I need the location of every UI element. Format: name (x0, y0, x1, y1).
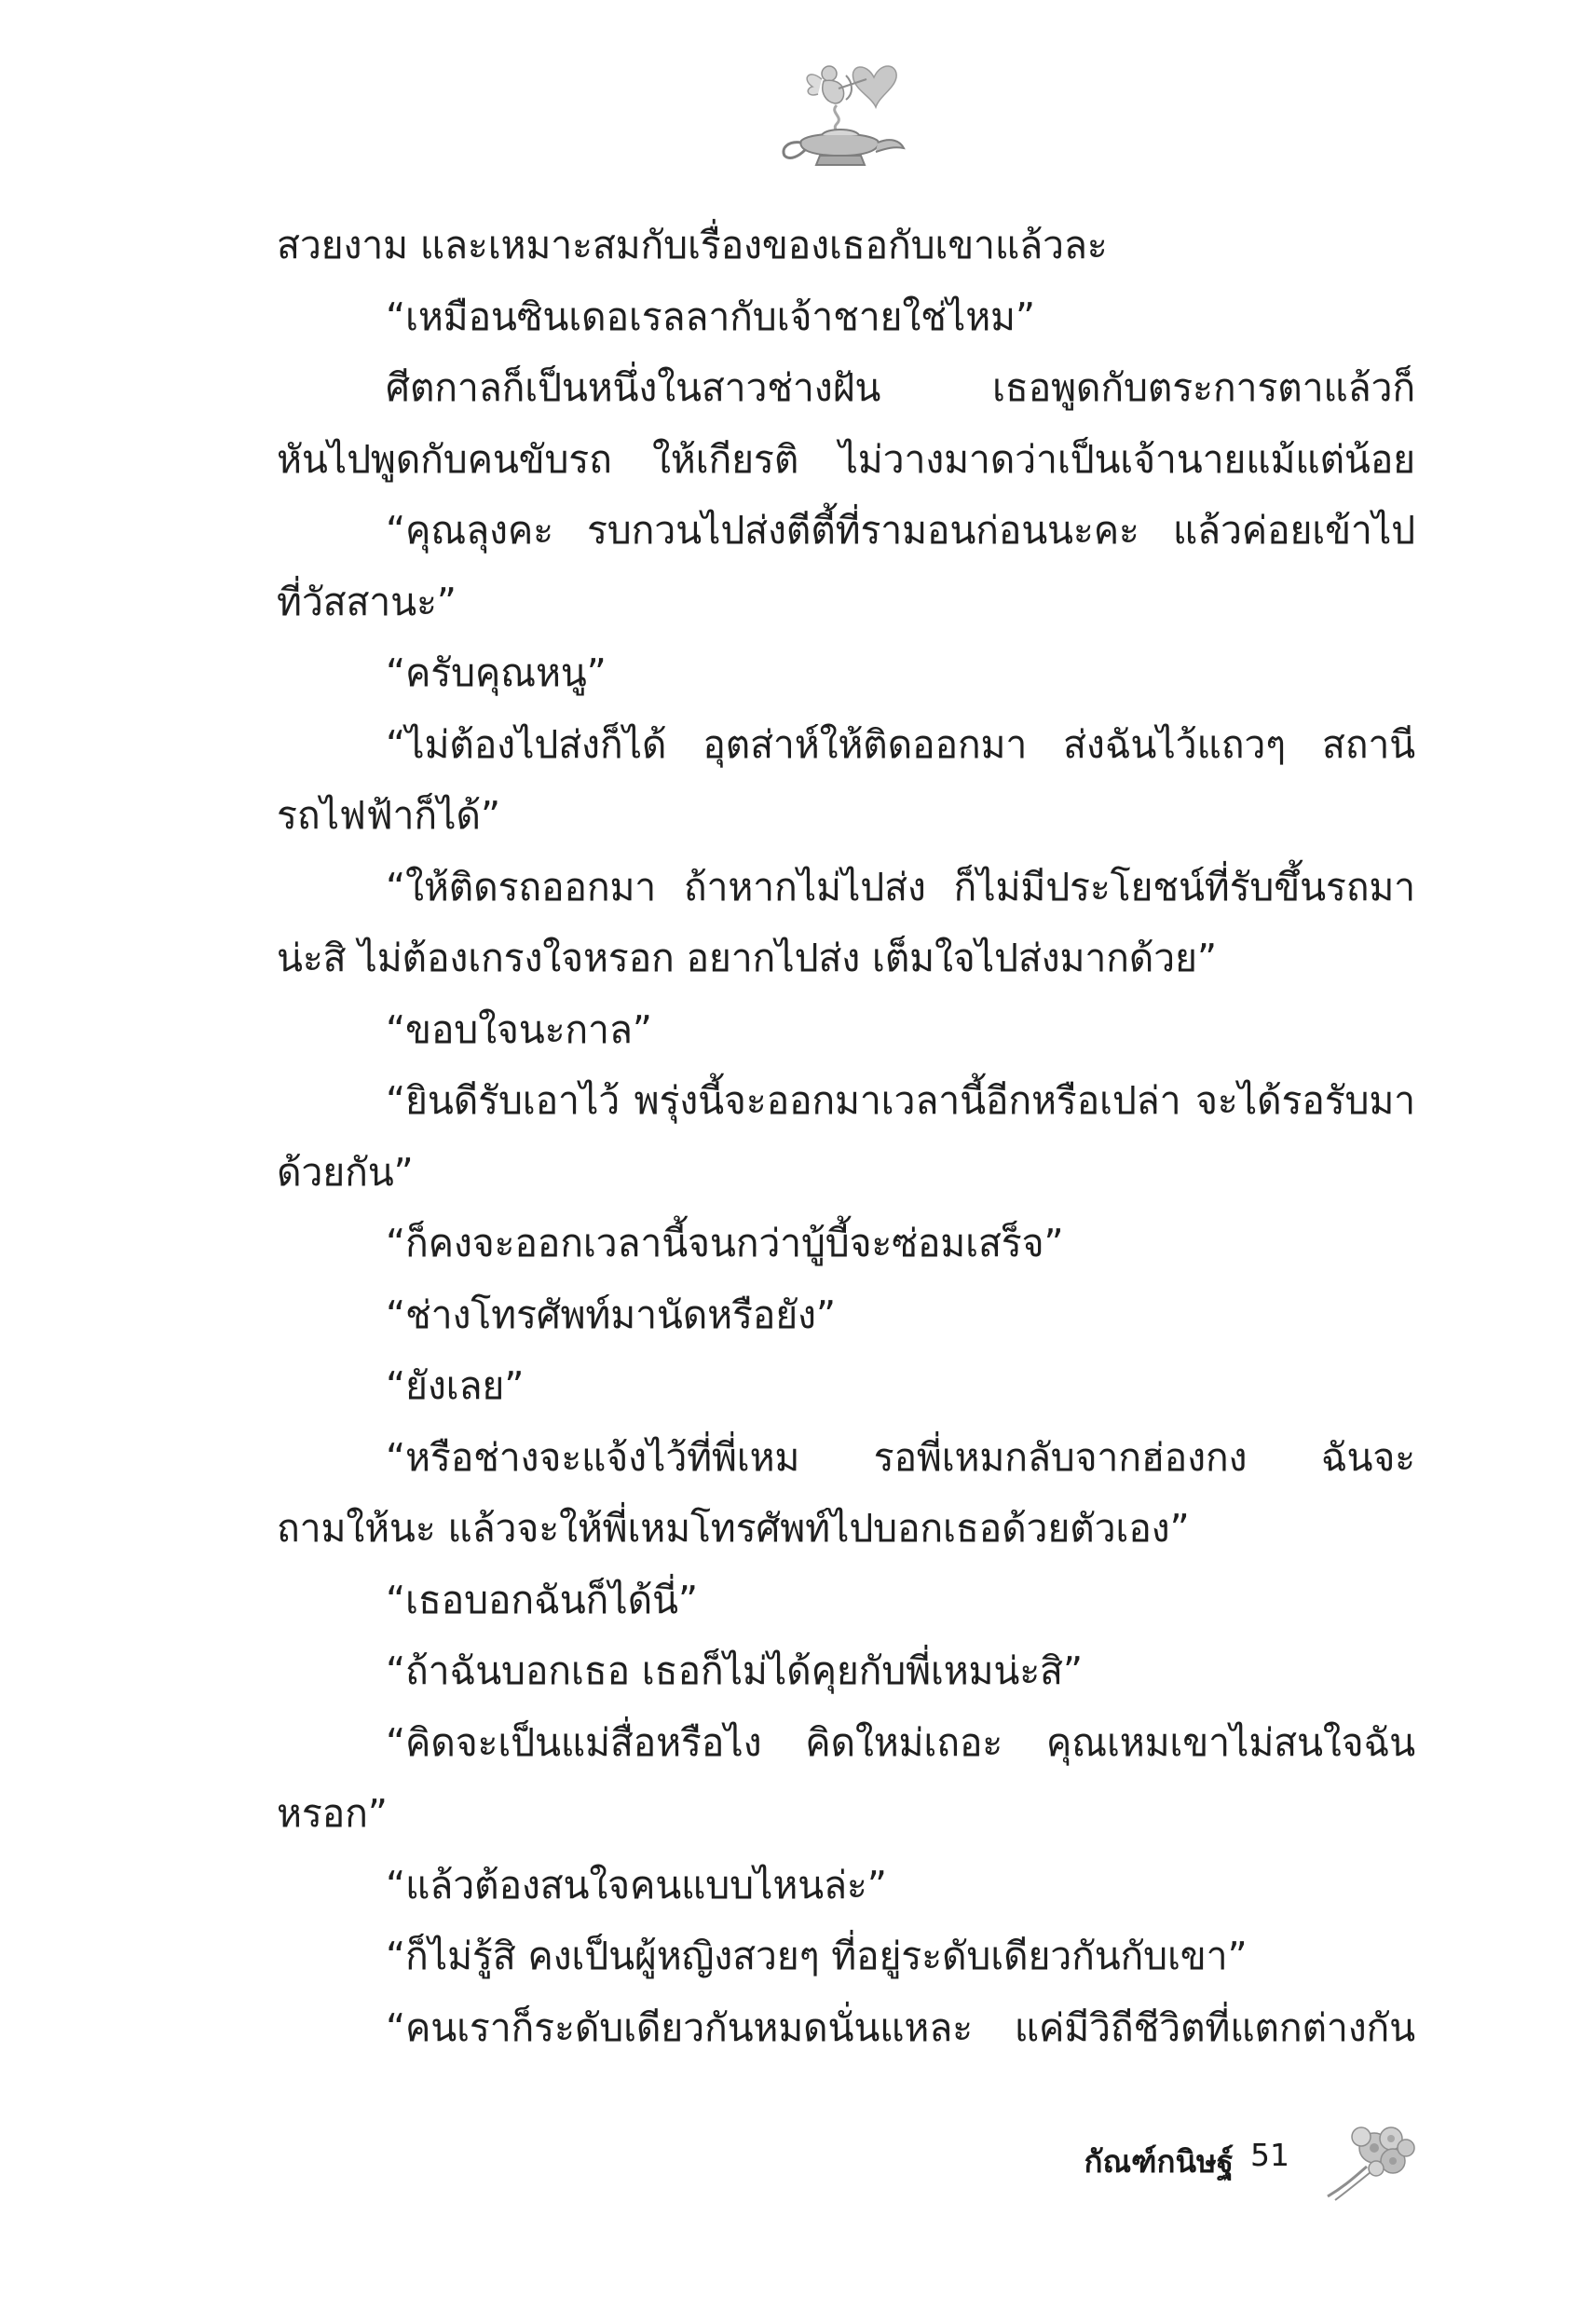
text-line: รถไฟฟ้าก็ได้” (277, 793, 500, 838)
text-line: “คุณลุงคะ รบกวนไปส่งตีตี้ที่รามอนก่อนนะคะ แล้วค่อยเข้าไป (386, 508, 1415, 553)
text-line: น่ะสิ ไม่ต้องเกรงใจหรอก อยากไปส่ง เต็มใจไปส่งมากด้วย” (277, 936, 1217, 980)
text-line: “ขอบใจนะกาล” (386, 1006, 652, 1052)
text-line: “เธอบอกฉันก็ได้นี่” (386, 1577, 698, 1622)
text-line: “ยังเลย” (386, 1363, 525, 1408)
text-line: ด้วยกัน” (277, 1149, 414, 1195)
text-line: “ก็ไม่รู้สิ คงเป็นผู้หญิงสวยๆ ที่อยู่ระดับเดียวกันกับเขา” (386, 1934, 1248, 1978)
book-title: กัณฑ์กนิษฐ์ (1084, 2143, 1234, 2180)
text-line: “คนเราก็ระดับเดียวกันหมดนั่นแหละ แค่มีวิถีชีวิตที่แตกต่างกัน (386, 2004, 1415, 2050)
text-line: หรอก” (277, 1791, 388, 1836)
text-line: “แล้วต้องสนใจคนแบบไหนล่ะ” (386, 1862, 887, 1908)
text-line: “ช่างโทรศัพท์มานัดหรือยัง” (386, 1292, 836, 1337)
text-line: “ยินดีรับเอาไว้ พรุ่งนี้จะออกมาเวลานี้อีกหรือเปล่า จะได้รอรับมา (386, 1078, 1415, 1123)
flower-bouquet-ornament-icon (1318, 2111, 1421, 2204)
page-number: 51 (1250, 2137, 1289, 2173)
text-line: หันไปพูดกับคนขับรถ ให้เกียรติ ไม่วางมาดว่าเป็นเจ้านายแม้แต่น้อย (277, 436, 1415, 482)
text-line: “หรือช่างจะแจ้งไว้ที่พี่เหม รอพี่เหมกลับจากฮ่องกง ฉันจะ (386, 1434, 1415, 1480)
genie-lamp-ornament-icon (764, 51, 922, 172)
text-line: ถามให้นะ แล้วจะให้พี่เหมโทรศัพท์ไปบอกเธอด้วยตัวเอง” (277, 1506, 1190, 1551)
text-line: “ก็คงจะออกเวลานี้จนกว่าบู้บี้จะซ่อมเสร็จ” (386, 1221, 1064, 1265)
text-line: “คิดจะเป็นแม่สื่อหรือไง คิดใหม่เถอะ คุณเหมเขาไม่สนใจฉัน (386, 1719, 1415, 1765)
text-line: ที่วัสสานะ” (277, 579, 457, 624)
text-line: “เหมือนซินเดอเรลลากับเจ้าชายใช่ไหม” (386, 294, 1035, 339)
text-line: “ถ้าฉันบอกเธอ เธอก็ไม่ได้คุยกับพี่เหมน่ะสิ” (386, 1648, 1083, 1693)
story-text-block (277, 210, 1415, 2063)
page-footer (1016, 2127, 1416, 2193)
text-line: สวยงาม และเหมาะสมกับเรื่องของเธอกับเขาแล้วละ (277, 223, 1108, 267)
text-line: “ให้ติดรถออกมา ถ้าหากไม่ไปส่ง ก็ไม่มีประโยชน์ที่รับขึ้นรถมา (386, 864, 1415, 909)
text-line: “ครับคุณหนู” (386, 650, 607, 695)
text-line: ศีตกาลก็เป็นหนึ่งในสาวช่างฝัน เธอพูดกับตระการตาแล้วก็ (386, 365, 1415, 410)
text-line: “ไม่ต้องไปส่งก็ได้ อุตส่าห์ให้ติดออกมา ส่งฉันไว้แถวๆ สถานี (386, 721, 1415, 767)
